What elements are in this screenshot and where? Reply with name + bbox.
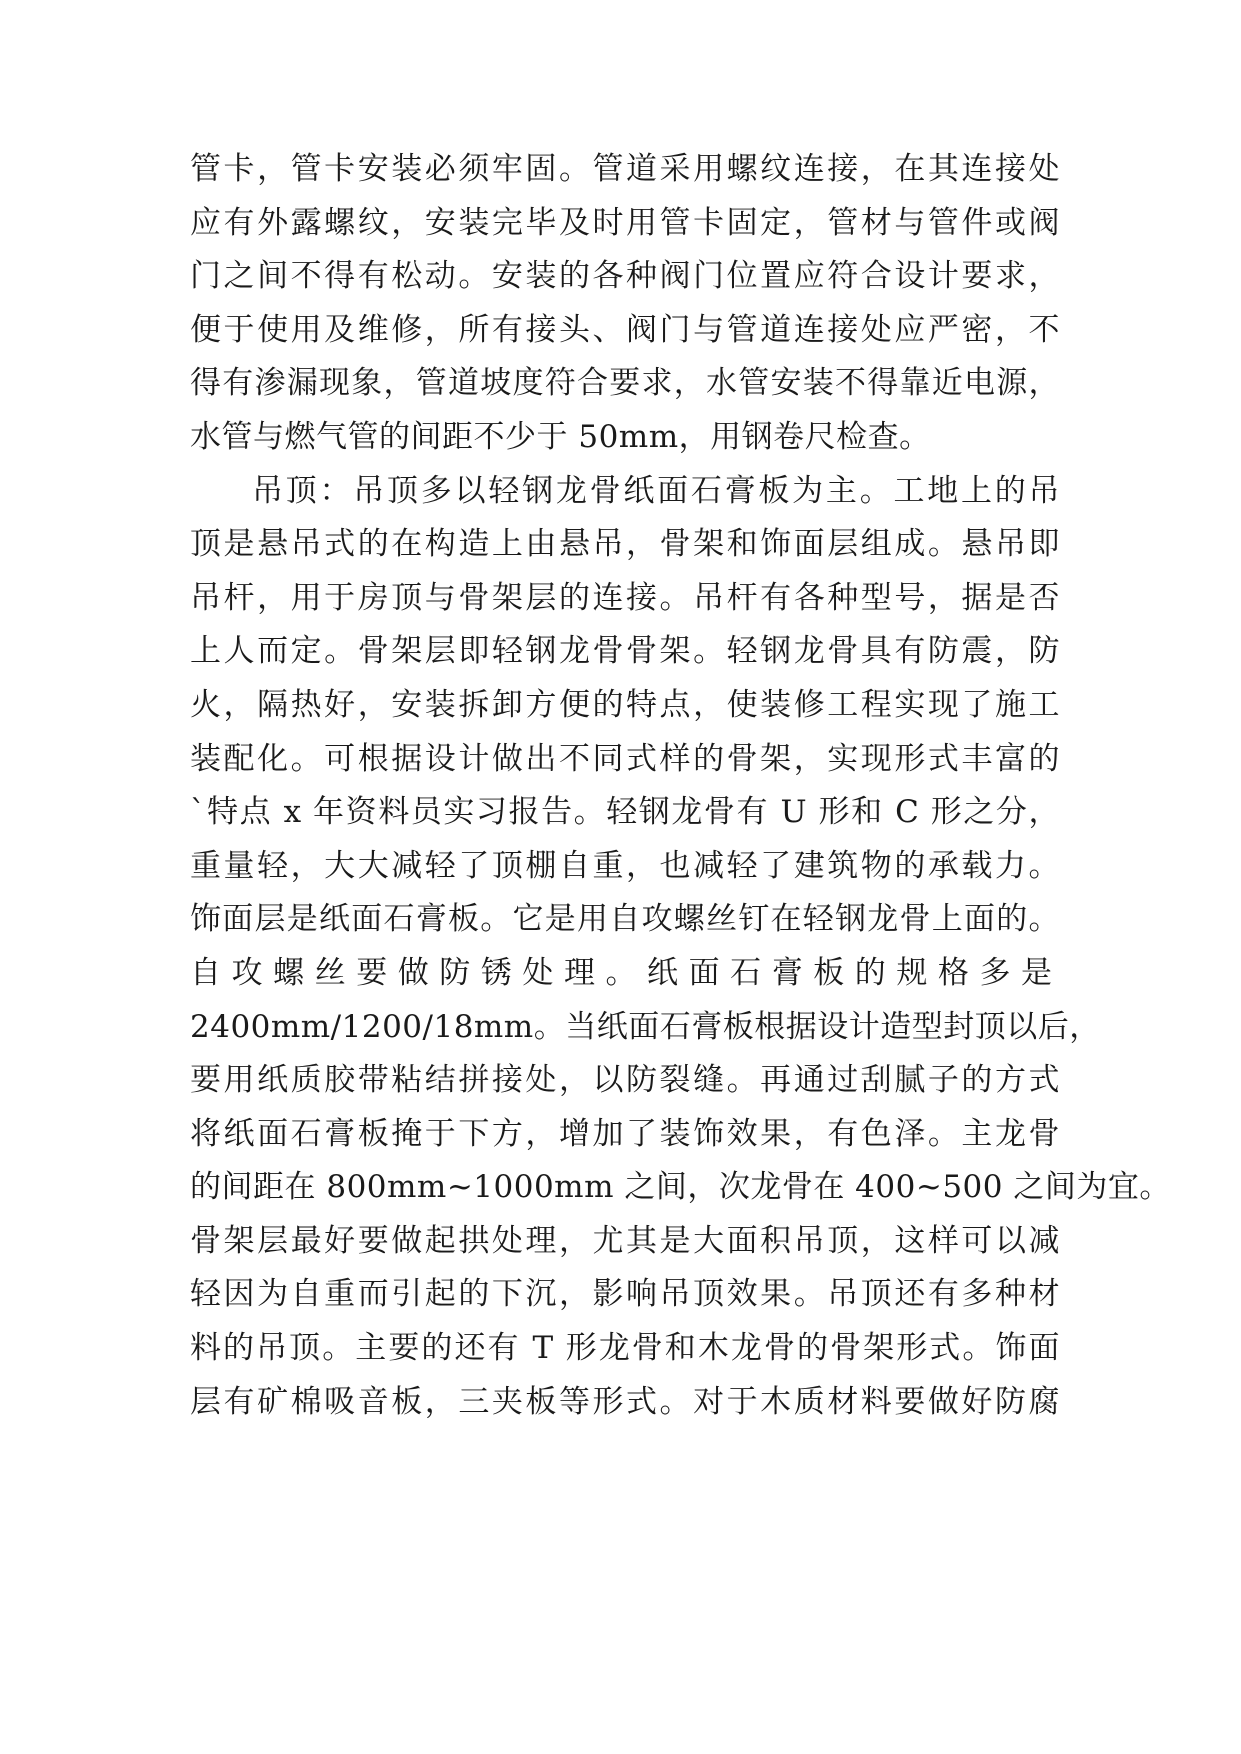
text-line: 的间距在 800mm~1000mm 之间，次龙骨在 400~500 之间为宜。 xyxy=(190,1169,1171,1206)
text-line: 水管与燃气管的间距不少于 50mm，用钢卷尺检查。 xyxy=(190,418,931,455)
text-line: 吊杆，用于房顶与骨架层的连接。吊杆有各种型号，据是否 xyxy=(190,579,1060,616)
text-line: `特点 x 年资料员实习报告。轻钢龙骨有 U 形和 C 形之分， xyxy=(190,794,1060,831)
body-text xyxy=(190,143,1171,1429)
text-line: 2400mm/1200/18mm。当纸面石膏板根据设计造型封顶以后， xyxy=(190,1008,1101,1045)
text-line: 料的吊顶。主要的还有 T 形龙骨和木龙骨的骨架形式。饰面 xyxy=(190,1330,1060,1367)
text-line: 将纸面石膏板掩于下方，增加了装饰效果，有色泽。主龙骨 xyxy=(190,1115,1060,1152)
text-line: 自攻螺丝要做防锈处理。纸面石膏板的规格多是 xyxy=(190,954,1060,991)
paragraph-pipe-installation xyxy=(190,143,1060,465)
text-line: 吊顶：吊顶多以轻钢龙骨纸面石膏板为主。工地上的吊 xyxy=(252,472,1060,509)
text-line: 饰面层是纸面石膏板。它是用自攻螺丝钉在轻钢龙骨上面的。 xyxy=(190,901,1060,938)
text-line: 应有外露螺纹，安装完毕及时用管卡固定，管材与管件或阀 xyxy=(190,204,1060,241)
text-line: 层有矿棉吸音板，三夹板等形式。对于木质材料要做好防腐 xyxy=(190,1383,1060,1420)
text-line: 顶是悬吊式的在构造上由悬吊，骨架和饰面层组成。悬吊即 xyxy=(190,526,1060,563)
text-line: 重量轻，大大减轻了顶棚自重，也减轻了建筑物的承载力。 xyxy=(190,847,1060,884)
text-line: 火，隔热好，安装拆卸方便的特点，使装修工程实现了施工 xyxy=(190,686,1060,723)
text-line: 装配化。可根据设计做出不同式样的骨架，实现形式丰富的 xyxy=(190,740,1060,777)
text-line: 骨架层最好要做起拱处理，尤其是大面积吊顶，这样可以减 xyxy=(190,1222,1060,1259)
text-line: 门之间不得有松动。安装的各种阀门位置应符合设计要求， xyxy=(190,258,1060,295)
text-line: 得有渗漏现象，管道坡度符合要求，水管安装不得靠近电源， xyxy=(190,365,1060,402)
text-line: 管卡，管卡安装必须牢固。管道采用螺纹连接，在其连接处 xyxy=(190,151,1060,187)
text-line: 轻因为自重而引起的下沉，影响吊顶效果。吊顶还有多种材 xyxy=(190,1276,1060,1313)
text-line: 便于使用及维修，所有接头、阀门与管道连接处应严密，不 xyxy=(190,311,1060,348)
text-line: 上人而定。骨架层即轻钢龙骨骨架。轻钢龙骨具有防震，防 xyxy=(190,633,1060,670)
text-line: 要用纸质胶带粘结拼接处，以防裂缝。再通过刮腻子的方式 xyxy=(190,1062,1060,1099)
paragraph-ceiling xyxy=(190,465,1171,1430)
